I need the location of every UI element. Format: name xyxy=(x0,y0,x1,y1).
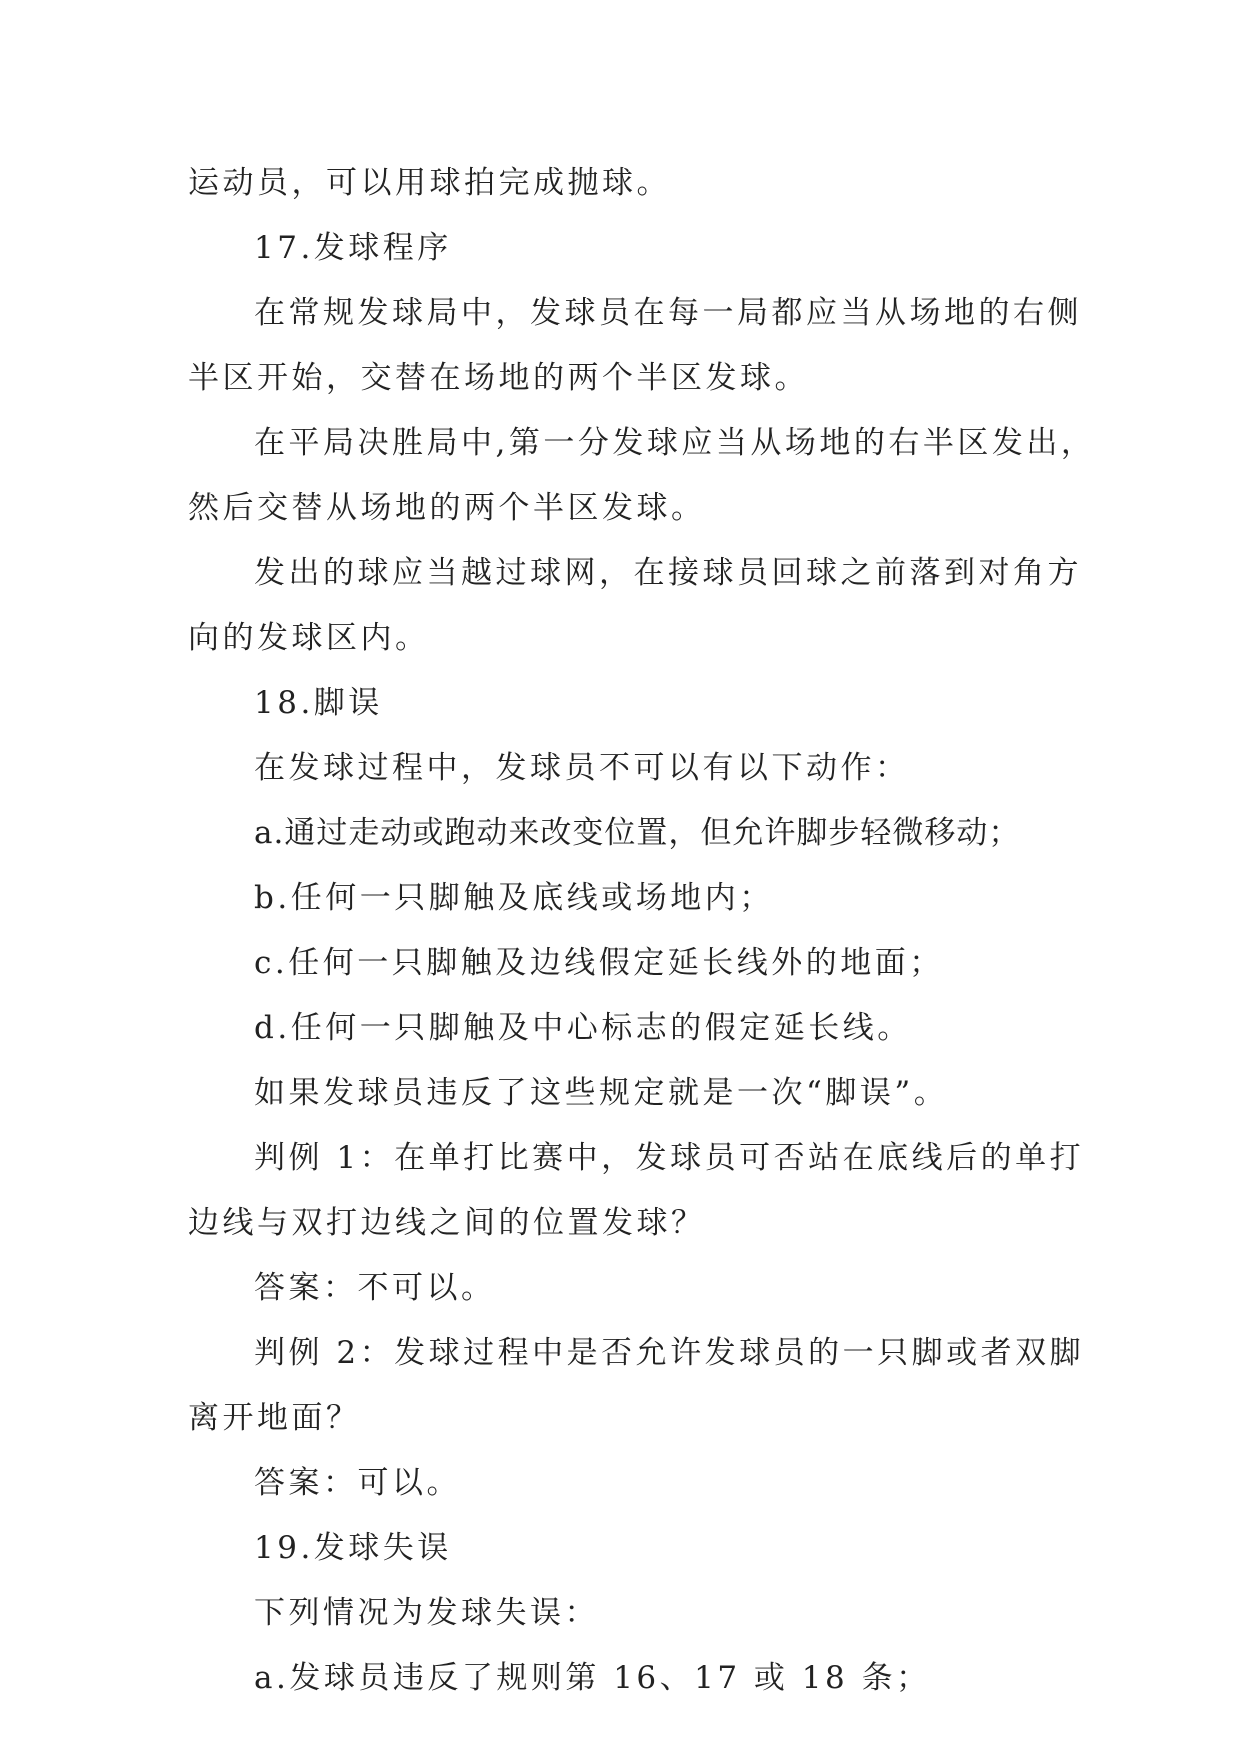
section-heading-19: 19.发球失误 xyxy=(254,1530,452,1566)
paragraph-line: 在发球过程中，发球员不可以有以下动作： xyxy=(254,750,910,786)
paragraph-line: 然后交替从场地的两个半区发球。 xyxy=(188,490,706,526)
paragraph-line: 运动员，可以用球拍完成抛球。 xyxy=(188,165,671,201)
list-item-d: d.任何一只脚触及中心标志的假定延长线。 xyxy=(254,1010,912,1046)
case-1-question: 判例 1：在单打比赛中，发球员可否站在底线后的单打 xyxy=(254,1140,1085,1176)
list-item-c: c.任何一只脚触及边线假定延长线外的地面； xyxy=(254,945,944,981)
paragraph-line: 在常规发球局中，发球员在每一局都应当从场地的右侧 xyxy=(254,295,1082,331)
paragraph-line: 边线与双打边线之间的位置发球？ xyxy=(188,1205,706,1241)
list-item-b: b.任何一只脚触及底线或场地内； xyxy=(254,880,774,916)
paragraph-line: 半区开始，交替在场地的两个半区发球。 xyxy=(188,360,809,396)
case-2-answer: 答案：可以。 xyxy=(254,1465,461,1501)
document-body xyxy=(188,158,1096,1718)
paragraph-line: 离开地面？ xyxy=(188,1400,361,1436)
list-item-a: a.通过走动或跑动来改变位置，但允许脚步轻微移动； xyxy=(254,815,1021,851)
case-2-question: 判例 2：发球过程中是否允许发球员的一只脚或者双脚 xyxy=(254,1335,1085,1371)
paragraph-line: 发出的球应当越过球网，在接球员回球之前落到对角方 xyxy=(254,555,1082,591)
paragraph-line: 下列情况为发球失误： xyxy=(254,1595,599,1631)
paragraph-line: 在平局决胜局中,第一分发球应当从场地的右半区发出， xyxy=(254,425,1096,461)
section-heading-18: 18.脚误 xyxy=(254,685,383,721)
list-item-a: a.发球员违反了规则第 16、17 或 18 条； xyxy=(254,1660,931,1696)
paragraph-line: 如果发球员违反了这些规定就是一次“脚误”。 xyxy=(254,1075,949,1111)
section-heading-17: 17.发球程序 xyxy=(254,230,452,266)
paragraph-line: 向的发球区内。 xyxy=(188,620,430,656)
case-1-answer: 答案：不可以。 xyxy=(254,1270,496,1306)
